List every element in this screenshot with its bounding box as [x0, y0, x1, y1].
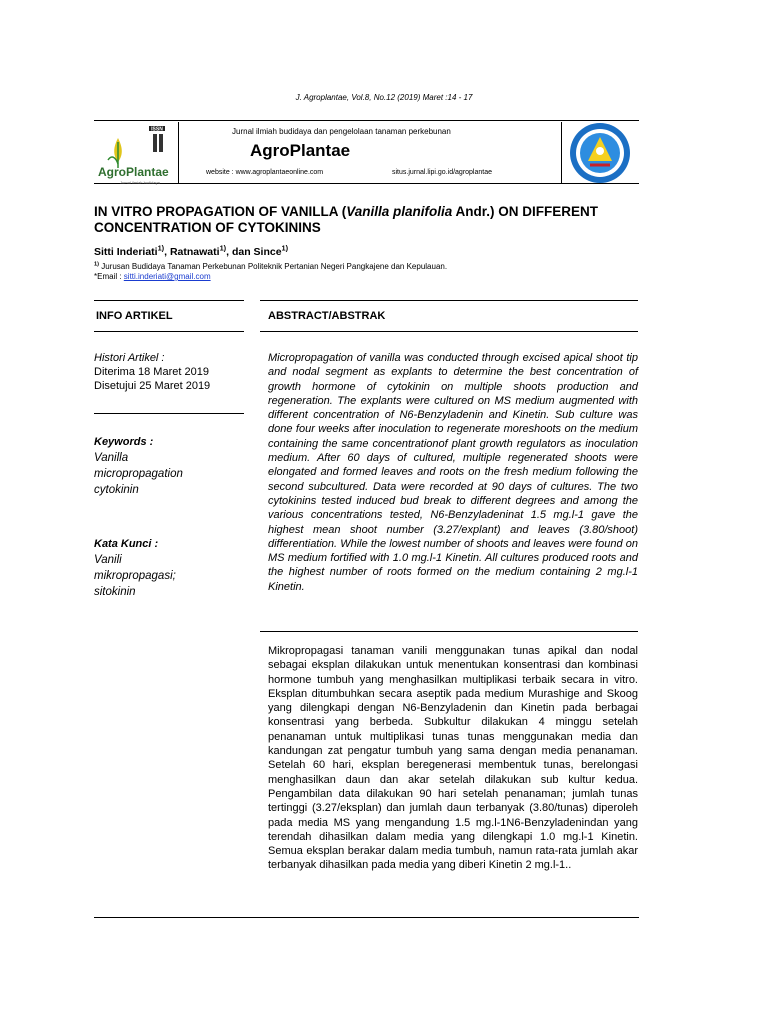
- article-title: IN VITRO PROPAGATION OF VANILLA (Vanilla planifolia Andr.) ON DIFFERENT CONCENTRATION OF CYTOKININS: [94, 204, 599, 235]
- info-bottom-rule: [94, 331, 244, 332]
- abstract-heading: ABSTRACT/ABSTRAK: [268, 310, 386, 322]
- author-affiliation: $^{1)}$ Jurusan Budidaya Tanaman Perkebunan Politeknik Pertanian Negeri Pangkajene dan Kepulauan.: [94, 261, 448, 271]
- header-bottom-rule: [94, 183, 639, 184]
- author-list: Sitti Inderiati$^{1)}$, Ratnawati$^{1)}$, dan Since$^{1)}$: [94, 243, 289, 258]
- keywords-label: Keywords :: [94, 436, 154, 448]
- bottom-rule: [94, 917, 639, 918]
- keyword: micropropagation: [94, 468, 183, 480]
- keywords-list: [94, 450, 183, 498]
- abstract-top-rule: [260, 300, 638, 301]
- abstract-bottom-rule: [260, 331, 638, 332]
- header-top-rule: [94, 120, 639, 121]
- journal-citation: J. Agroplantae, Vol.8, No.12 (2019) Maret :14 - 17: [295, 93, 473, 102]
- author-email: *Email : sitti.inderiati@gmail.com: [94, 272, 211, 281]
- kata-kunci: Vanili: [94, 554, 122, 566]
- email-link[interactable]: sitti.inderiati@gmail.com: [123, 272, 211, 281]
- keyword: Vanilla: [94, 452, 129, 464]
- journal-situs[interactable]: situs.jurnal.lipi.go.id/agroplantae: [392, 169, 493, 176]
- author-name: Sitti Inderiati: [94, 246, 158, 258]
- history-label: Histori Artikel :: [94, 352, 165, 364]
- accepted-date: Disetujui 25 Maret 2019: [94, 380, 211, 392]
- kata-kunci: sitokinin: [94, 586, 136, 598]
- logo-issn-mark: ISSN: [151, 126, 163, 133]
- abstract-indonesian: Mikropropagasi tanaman vanili menggunakan tunas apikal dan nodal sebagai eksplan dilakukan untuk menentukan konsentrasi dan kombinasi hormone tumbuh yang menghasilkan multiplikasi terbaik secara in vitro. Eksplan ditumbuhkan secara aseptik pada medium Murashige and Skoog yang dilengkapi dengan N6-Benzyladenin dan Kinetin pada berbagai konsentrasi yang berbeda. Subkultur dilakukan 4 minggu setelah penanaman untuk multiplikasi tunas tunas menggunakan media dan kandungan zat pengatur tumbuh yang sama dengan media penanaman. Setelah 60 hari, eksplan beregenerasi membentuk tunas, berelongasi menghasilkan daun dan akar setelah dilakukan sub kultur kedua. Pengambilan data dilakukan 90 hari setelah penanaman; jumlah tunas tertinggi (3.27/eksplan) dan jumlah daun terbanyak (3.80/tunas) diperoleh pada media MS yang mengandung 1.5 mg.l-1N6-Benzyladenindan yang terendah dihasilkan dalam media yang dilengkapi 1.0 mg.l-1 Kinetin. Semua eksplan berakar dalam media tumbuh, namun rata-rata jumlah akar terbanyak dihasilkan pada media yang diberi Kinetin 2 mg.l-1..: [268, 645, 638, 872]
- journal-website[interactable]: website : www.agroplantaeonline.com: [206, 169, 324, 176]
- author-name: Ratnawati: [169, 246, 220, 258]
- journal-tagline: Jurnal ilmiah budidaya dan pengelolaan tanaman perkebunan: [232, 127, 451, 136]
- university-seal-icon: [568, 121, 632, 185]
- journal-name: AgroPlantae: [250, 141, 351, 160]
- logo-wordmark: AgroPlantae: [98, 165, 169, 179]
- keyword: cytokinin: [94, 484, 139, 496]
- received-date: Diterima 18 Maret 2019: [94, 366, 209, 378]
- kata-kunci-list: [94, 552, 176, 600]
- header-divider-left: [178, 122, 179, 184]
- info-top-rule: [94, 300, 244, 301]
- kata-kunci: mikropropagasi;: [94, 570, 176, 582]
- info-artikel-heading: INFO ARTIKEL: [96, 310, 173, 322]
- history-rule: [94, 413, 244, 414]
- abstract-english: Micropropagation of vanilla was conducted through excised apical shoot tip and nodal segment as explants to determine the best concentration of growth hormone of cytokinin on multiple shoots production and regeneration. The explants were cultured on MS medium augmented with different concentration of N6-Benzyladenin and Kinetin. Sub culture was done four weeks after inoculation to regenerate moreshoots on the medium containing the same concentrationof plant growth regulators as inoculation medium. After 60 days of cultured, multiple regenerated shoots were elongated and formed leaves and roots on the fresh medium following the second subcultured. Data were recorded at 90 days of cultures. The two cytokinins tested induced bud break to different degrees and among the various concentrations tested, N6-Benzyladeninat 1.5 mg.l-1 gave the highest mean shoot number (3.27/explant) and leaves (3.80/shoot) differentiation. While the lowest number of shoots and leaves were found on MS medium fortified with 1.0 mg.l-1 Kinetin. All cultures produced roots and the highest number of roots formed on the medium containing 2 mg.l-1 Kinetin.: [268, 352, 638, 593]
- kata-kunci-label: Kata Kunci :: [94, 538, 159, 550]
- article-history: [94, 351, 210, 393]
- logo-caption: Jurnal ilmiah budidaya: [120, 180, 160, 185]
- abstract-divider-rule: [260, 631, 638, 632]
- header-divider-right: [561, 122, 562, 184]
- agroplantae-logo: [96, 124, 172, 186]
- author-name: dan Since: [231, 246, 282, 258]
